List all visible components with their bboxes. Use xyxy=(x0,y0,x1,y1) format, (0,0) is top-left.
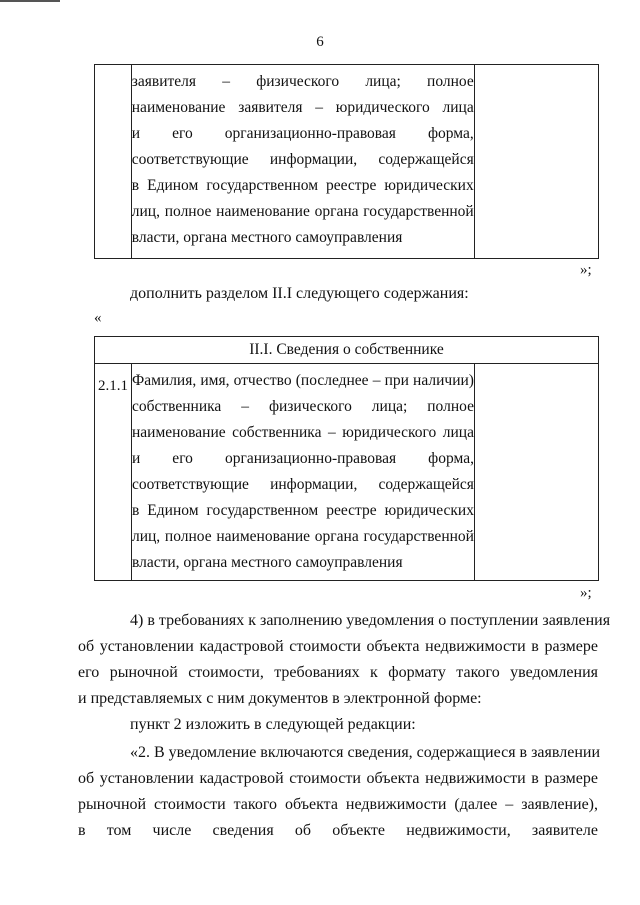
text-line: Фамилия, имя, отчество (последнее – при наличии) xyxy=(131,372,474,389)
section-heading: II.I. Сведения о собственнике xyxy=(95,337,599,364)
text-line: и его организационно-правовая форма, xyxy=(131,125,474,142)
row-empty-cell xyxy=(474,364,598,581)
text-line: власти, органа местного самоуправления xyxy=(131,554,403,571)
closing-quote: »; xyxy=(580,262,592,278)
table-owner-section xyxy=(94,336,599,581)
text-line: собственника – физического лица; полное xyxy=(131,398,474,415)
closing-quote: »; xyxy=(580,585,592,601)
text-line: власти, органа местного самоуправления xyxy=(131,229,403,246)
table-continuation xyxy=(94,64,599,259)
text-line: и его организационно-правовая форма, xyxy=(131,450,474,467)
text-line: наименование заявителя – юридического лица xyxy=(131,99,474,116)
text-line: в Едином государственном реестре юридических xyxy=(131,502,474,519)
page-number: 6 xyxy=(316,34,324,50)
table-row xyxy=(95,65,599,259)
paragraph-line: 4) в требованиях к заполнению уведомления о поступлении заявления xyxy=(130,612,611,629)
paragraph-line: пункт 2 изложить в следующей редакции: xyxy=(130,716,416,733)
row-number: 2.1.1 xyxy=(98,378,128,394)
scan-edge-mark xyxy=(0,0,60,2)
row-number-cell xyxy=(95,364,132,581)
table-heading-row xyxy=(95,337,599,364)
paragraph-line: «2. В уведомление включаются сведения, содержащиеся в заявлении xyxy=(130,744,601,761)
paragraph-line: в том числе сведения об объекте недвижимости, заявителе xyxy=(78,822,598,839)
row-empty-cell xyxy=(474,65,598,259)
row-text-cell xyxy=(131,364,474,581)
text-line: заявителя – физического лица; полное xyxy=(131,73,474,90)
text-line: соответствующие информации, содержащейся xyxy=(131,151,474,168)
paragraph-line: об установлении кадастровой стоимости объекта недвижимости в размере xyxy=(78,770,598,787)
paragraph-line: об установлении кадастровой стоимости объекта недвижимости в размере xyxy=(78,638,598,655)
row-number-cell xyxy=(95,65,132,259)
text-line: лиц, полное наименование органа государственной xyxy=(131,528,474,545)
paragraph-line: его рыночной стоимости, требованиях к формату такого уведомления xyxy=(78,664,598,681)
text-line: наименование собственника – юридического лица xyxy=(131,424,474,441)
paragraph-line: и представляемых с ним документов в электронной форме: xyxy=(78,690,482,707)
intro-line: дополнить разделом II.I следующего содержания: xyxy=(130,285,469,302)
paragraph-line: рыночной стоимости такого объекта недвижимости (далее – заявление), xyxy=(78,796,598,813)
text-line: соответствующие информации, содержащейся xyxy=(131,476,474,493)
opening-quote: « xyxy=(94,310,102,326)
table-row xyxy=(95,364,599,581)
row-text-cell xyxy=(131,65,474,259)
text-line: лиц, полное наименование органа государственной xyxy=(131,203,474,220)
text-line: в Едином государственном реестре юридических xyxy=(131,177,474,194)
